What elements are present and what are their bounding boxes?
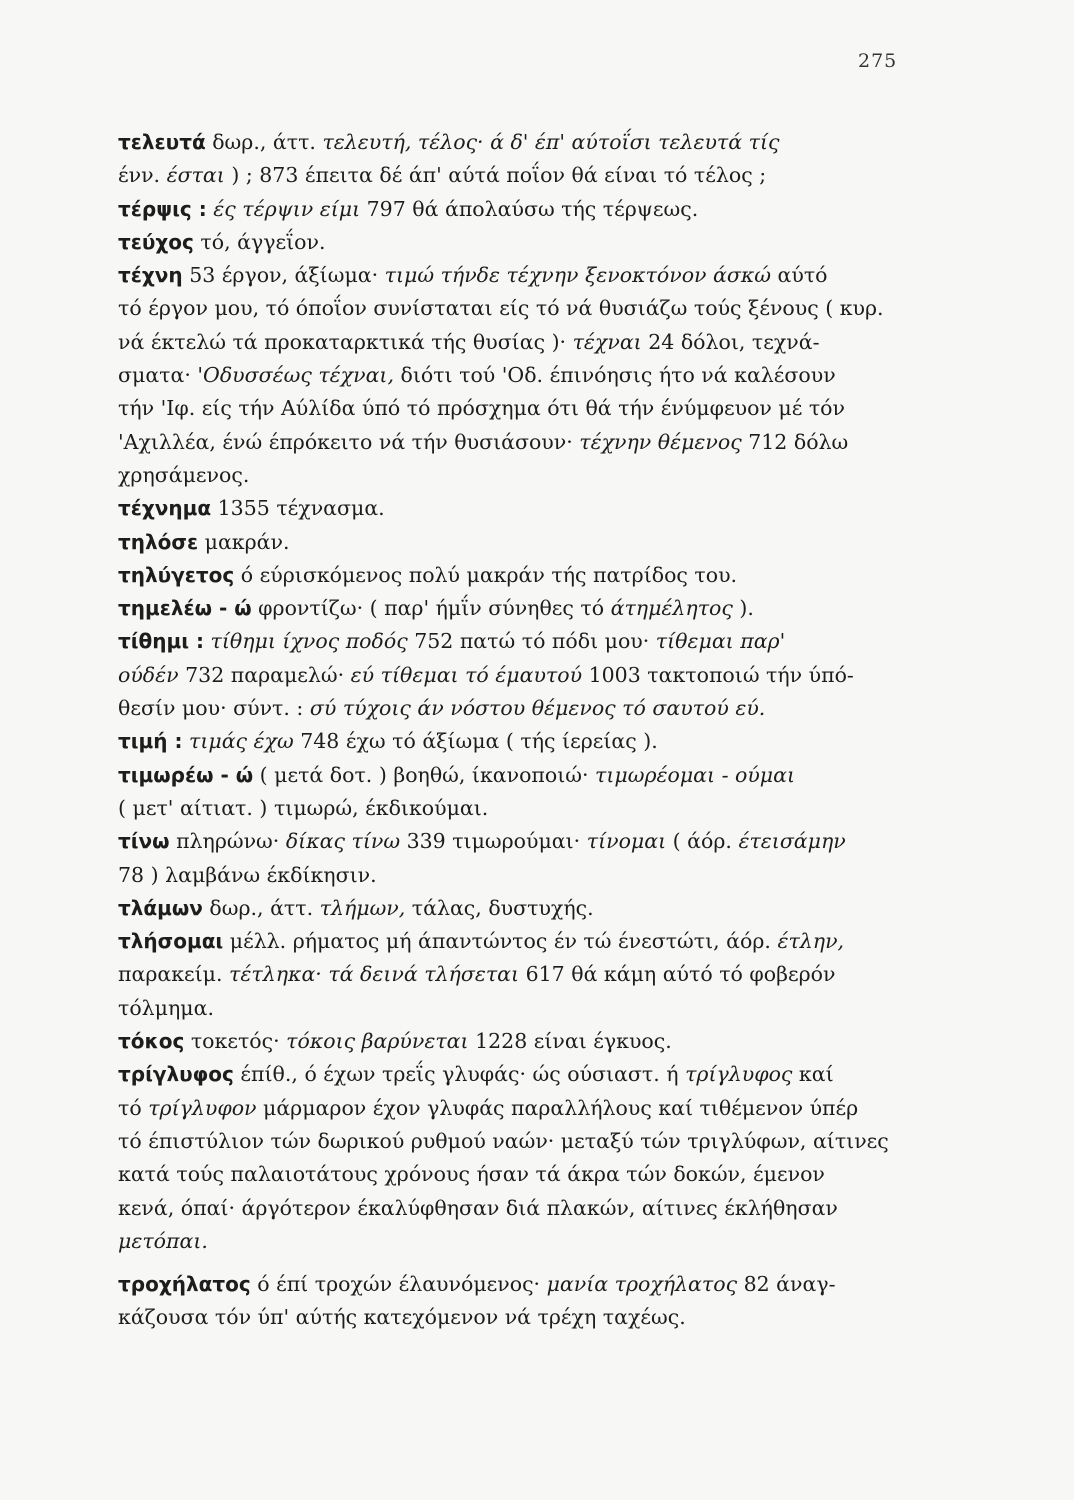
text-line bbox=[118, 193, 918, 226]
gloss-text: δωρ., άττ. bbox=[205, 130, 323, 154]
gloss-text: 732 παραμελώ· bbox=[178, 662, 351, 687]
entry-headword: τέρψις : bbox=[118, 196, 207, 221]
text-line bbox=[118, 759, 918, 792]
entry-headword: τιμωρέω - ώ bbox=[118, 762, 254, 787]
text-line bbox=[118, 1025, 918, 1058]
quotation-text: τιμωρέομαι - ούμαι bbox=[595, 762, 796, 787]
quotation-text: δίκας τίνω bbox=[285, 829, 401, 854]
gloss-text: 752 πατώ τό πόδι μου· bbox=[407, 629, 656, 654]
text-line bbox=[118, 792, 918, 825]
gloss-text: δωρ., άττ. bbox=[202, 895, 320, 920]
text-line bbox=[118, 1158, 918, 1191]
quotation-text: τρίγλυφον bbox=[148, 1095, 257, 1120]
quotation-text: έσται bbox=[166, 163, 225, 188]
gloss-text: τό, άγγεΐον. bbox=[193, 229, 326, 254]
gloss-text: έπίθ., ό έχων τρεΐς γλυφάς· ώς ούσιαστ. ή bbox=[233, 1062, 686, 1087]
quotation-text: τιμώ τήνδε τέχνην ξενοκτόνον άσκώ bbox=[384, 263, 772, 288]
text-line bbox=[118, 925, 918, 958]
entry-headword: τόκος bbox=[118, 1029, 185, 1054]
gloss-text: μακράν. bbox=[198, 529, 290, 554]
entry-headword: τεύχος bbox=[118, 229, 194, 254]
text-line bbox=[118, 259, 918, 292]
text-line bbox=[118, 392, 918, 425]
quotation-text: μετόπαι. bbox=[118, 1228, 208, 1253]
gloss-text: 1355 τέχνασμα. bbox=[211, 496, 385, 521]
gloss-text: θεσίν μου· σύντ. : bbox=[118, 696, 310, 721]
gloss-text: 617 θά κάμη αύτό τό φοβερόν bbox=[519, 962, 836, 987]
gloss-text: ένν. bbox=[118, 163, 167, 188]
text-line bbox=[118, 592, 918, 625]
gloss-text: 748 έχω τό άξίωμα ( τής ίερείας ). bbox=[293, 729, 658, 754]
gloss-text: καί bbox=[792, 1062, 834, 1087]
quotation-text: τελευτή, τέλος· ά δ' έπ' αύτοΐσι τελευτά τίς bbox=[322, 130, 780, 154]
entry-headword: τέχνημα bbox=[118, 496, 212, 521]
quotation-text: έτλην, bbox=[777, 929, 845, 954]
gloss-text: παρακείμ. bbox=[118, 962, 230, 987]
text-line bbox=[118, 1092, 918, 1125]
text-line bbox=[118, 992, 918, 1025]
gloss-text: τό έργον μου, τό όποΐον συνίσταται είς τό νά θυσιάζω τούς ξένους ( κυρ. bbox=[118, 296, 884, 321]
quotation-text: τέχναι bbox=[572, 329, 642, 354]
text-line bbox=[118, 1301, 918, 1334]
text-line bbox=[118, 692, 918, 725]
gloss-text: 78 ) λαμβάνω έκδίκησιν. bbox=[118, 862, 377, 887]
gloss-text: ( μετά δοτ. ) βοηθώ, ίκανοποιώ· bbox=[253, 762, 596, 787]
quotation-text: τέχνην θέμενος bbox=[579, 429, 742, 454]
quotation-text: τίνομαι bbox=[586, 829, 667, 854]
quotation-text: τρίγλυφος bbox=[685, 1062, 793, 1087]
text-line bbox=[118, 659, 918, 692]
text-line bbox=[118, 725, 918, 758]
text-line bbox=[118, 1192, 918, 1225]
gloss-text: μάρμαρον έχον γλυφάς παραλλήλους καί τιθέμενον ύπέρ bbox=[256, 1095, 859, 1120]
text-line bbox=[118, 1058, 918, 1091]
gloss-text: μέλλ. ρήματος μή άπαντώντος έν τώ ένεστώτι, άόρ. bbox=[223, 929, 778, 954]
entry-headword: τλάμων bbox=[118, 895, 203, 920]
page-number: 275 bbox=[858, 50, 898, 72]
gloss-text: 797 θά άπολαύσω τής τέρψεως. bbox=[360, 196, 699, 221]
gloss-text: κατά τούς παλαιοτάτους χρόνους ήσαν τά άκρα τών δοκών, έμενον bbox=[118, 1162, 825, 1187]
gloss-text: τό bbox=[118, 1095, 149, 1120]
text-line bbox=[118, 159, 918, 192]
gloss-text: ). bbox=[732, 596, 754, 621]
quotation-text: τίθεμαι παρ' bbox=[655, 629, 786, 654]
gloss-text: τόλμημα. bbox=[118, 995, 214, 1020]
entry-headword: τιμή : bbox=[118, 729, 183, 754]
text-line bbox=[118, 625, 918, 658]
dictionary-text bbox=[118, 126, 918, 1335]
text-line bbox=[118, 1268, 918, 1301]
quotation-text: τόκοις βαρύνεται bbox=[286, 1029, 469, 1054]
quotation-text: τίθημι ίχνος ποδός bbox=[210, 629, 408, 654]
quotation-text: τέτληκα· τά δεινά τλήσεται bbox=[229, 962, 520, 987]
gloss-text: νά έκτελώ τά προκαταρκτικά τής θυσίας )· bbox=[118, 329, 573, 354]
gloss-text: κενά, όπαί· άργότερον έκαλύφθησαν διά πλακών, αίτινες έκλήθησαν bbox=[118, 1195, 838, 1220]
gloss-text: 24 δόλοι, τεχνά- bbox=[641, 329, 820, 354]
entry-headword: τροχήλατος bbox=[118, 1272, 251, 1297]
line-gap bbox=[118, 1258, 918, 1268]
gloss-text: κάζουσα τόν ύπ' αύτής κατεχόμενον νά τρέχη ταχέως. bbox=[118, 1305, 686, 1330]
text-line bbox=[118, 1125, 918, 1158]
gloss-text: φροντίζω· ( παρ' ήμΐν σύνηθες τό bbox=[251, 596, 611, 621]
quotation-text: άτημέλητος bbox=[610, 596, 733, 621]
entry-headword: τηλύγετος bbox=[118, 562, 235, 587]
gloss-text: τήν 'Ιφ. είς τήν Αύλίδα ύπό τό πρόσχημα ότι θά τήν ένύμφευον μέ τόν bbox=[118, 396, 845, 421]
gloss-text: 339 τιμωρούμαι· bbox=[400, 829, 587, 854]
text-line bbox=[118, 825, 918, 858]
quotation-text: 'Οδυσσέως τέχναι, bbox=[197, 363, 394, 388]
text-line bbox=[118, 492, 918, 525]
gloss-text: ( άόρ. bbox=[666, 829, 739, 854]
quotation-text: σύ τύχοις άν νόστου θέμενος τό σαυτού εύ. bbox=[309, 696, 766, 721]
entry-headword: τέχνη bbox=[118, 263, 183, 288]
gloss-text: πληρώνω· bbox=[169, 829, 286, 854]
text-line bbox=[118, 426, 918, 459]
text-line bbox=[118, 126, 918, 159]
quotation-text: τλήμων, bbox=[319, 895, 406, 920]
gloss-text: σματα· bbox=[118, 363, 198, 388]
gloss-text: αύτό bbox=[771, 263, 828, 288]
text-line bbox=[118, 359, 918, 392]
text-line bbox=[118, 859, 918, 892]
gloss-text: διότι τού 'Οδ. έπινόησις ήτο νά καλέσουν bbox=[393, 363, 836, 388]
entry-headword: τρίγλυφος bbox=[118, 1062, 234, 1087]
text-line bbox=[118, 459, 918, 492]
entry-headword: τημελέω - ώ bbox=[118, 596, 252, 621]
gloss-text: ό εύρισκόμενος πολύ μακράν τής πατρίδος του. bbox=[234, 562, 738, 587]
quotation-text: ούδέν bbox=[118, 662, 179, 687]
gloss-text: 53 έργον, άξίωμα· bbox=[182, 263, 385, 288]
entry-headword: τηλόσε bbox=[118, 529, 199, 554]
gloss-text: ) ; 873 έπειτα δέ άπ' αύτά ποΐον θά είναι τό τέλος ; bbox=[224, 163, 767, 188]
gloss-text: τοκετός· bbox=[184, 1029, 287, 1054]
gloss-text: 82 άναγ- bbox=[737, 1272, 836, 1297]
quotation-text: εύ τίθεμαι τό έμαυτού bbox=[350, 662, 583, 687]
gloss-text: 'Αχιλλέα, ένώ έπρόκειτο νά τήν θυσιάσουν· bbox=[118, 429, 580, 454]
gloss-text: τό έπιστύλιον τών δωρικού ρυθμού ναών· μεταξύ τών τριγλύφων, αίτινες bbox=[118, 1128, 889, 1153]
quotation-text: ές τέρψιν είμι bbox=[213, 196, 361, 221]
text-line bbox=[118, 226, 918, 259]
gloss-text: 1003 τακτοποιώ τήν ύπό- bbox=[582, 662, 854, 687]
text-line bbox=[118, 292, 918, 325]
text-line bbox=[118, 526, 918, 559]
gloss-text: 712 δόλω bbox=[741, 429, 849, 454]
entry-headword: τίνω bbox=[118, 829, 170, 854]
quotation-text: μανία τροχήλατος bbox=[546, 1272, 738, 1297]
gloss-text: 1228 είναι έγκυος. bbox=[468, 1029, 672, 1054]
gloss-text: ό έπί τροχών έλαυνόμενος· bbox=[250, 1272, 547, 1297]
text-line bbox=[118, 958, 918, 991]
gloss-text: χρησάμενος. bbox=[118, 462, 250, 487]
text-line bbox=[118, 559, 918, 592]
text-line bbox=[118, 892, 918, 925]
text-line bbox=[118, 326, 918, 359]
text-line bbox=[118, 1225, 918, 1258]
quotation-text: τιμάς έχω bbox=[189, 729, 294, 754]
gloss-text: ( μετ' αίτιατ. ) τιμωρώ, έκδικούμαι. bbox=[118, 795, 489, 820]
entry-headword: τελευτά bbox=[118, 130, 206, 154]
entry-headword: τλήσομαι bbox=[118, 929, 224, 954]
gloss-text: τάλας, δυστυχής. bbox=[405, 895, 594, 920]
quotation-text: έτεισάμην bbox=[738, 829, 846, 854]
entry-headword: τίθημι : bbox=[118, 629, 205, 654]
